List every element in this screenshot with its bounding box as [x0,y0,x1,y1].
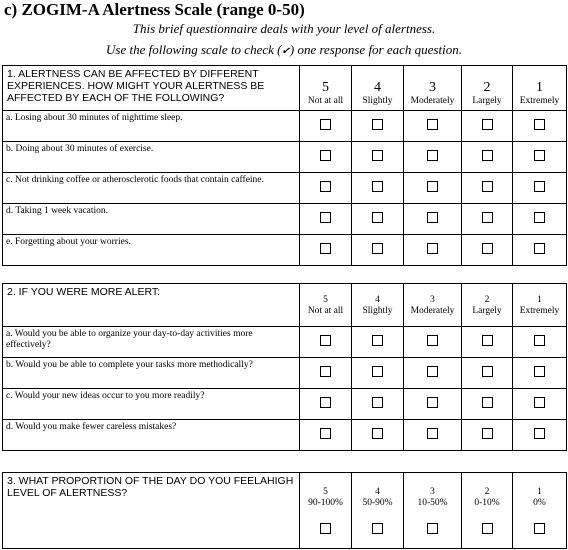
checkbox-1d-4[interactable] [372,212,383,223]
checkbox-2d-2[interactable] [482,428,493,439]
scale-option-2: 2 Largely [462,284,513,327]
scale-option-4: 4 Slightly [352,284,404,327]
checkbox-1d-3[interactable] [427,212,438,223]
checkbox-1b-4[interactable] [372,150,383,161]
table-row [3,111,567,142]
checkbox-2a-5[interactable] [320,335,331,346]
scale-option-4: 4 Slightly [352,66,404,111]
table-row [3,358,567,389]
question-1a: a. Losing about 30 minutes of nighttime sleep. [3,111,300,142]
question-1c: c. Not drinking coffee or atherosclerotic foods that contain caffeine. [3,173,300,204]
checkbox-3-3[interactable] [427,523,438,534]
intro-line-2-pre: Use the following scale to check ( [106,42,282,57]
checkbox-1a-3[interactable] [427,119,438,130]
checkbox-1a-1[interactable] [534,119,545,130]
checkbox-1b-5[interactable] [320,150,331,161]
scale-option-3: 3 Moderately [404,284,462,327]
checkbox-1c-2[interactable] [482,181,493,192]
checkbox-1c-1[interactable] [534,181,545,192]
table-row [3,389,567,420]
question-2d: d. Would you make fewer careless mistakes? [3,420,300,451]
scale-option-2: 2 0-10% [462,473,513,549]
scale-option-5: 5 90-100% [300,473,352,549]
scale-option-5: 5 Not at all [300,66,352,111]
checkbox-3-5[interactable] [320,523,331,534]
section-2-header-row [3,284,567,327]
checkbox-1b-2[interactable] [482,150,493,161]
checkbox-2c-5[interactable] [320,397,331,408]
checkbox-2d-3[interactable] [427,428,438,439]
checkbox-2b-2[interactable] [482,366,493,377]
table-row [3,327,567,358]
checkbox-1d-2[interactable] [482,212,493,223]
scale-option-1: 1 Extremely [513,284,567,327]
checkbox-2d-4[interactable] [372,428,383,439]
section-3-table [2,472,567,549]
checkbox-1a-5[interactable] [320,119,331,130]
checkbox-2a-2[interactable] [482,335,493,346]
scale-option-3: 3 Moderately [404,66,462,111]
question-1b: b. Doing about 30 minutes of exercise. [3,142,300,173]
checkbox-1e-5[interactable] [320,243,331,254]
checkbox-1c-5[interactable] [320,181,331,192]
checkbox-1e-4[interactable] [372,243,383,254]
checkbox-2d-1[interactable] [534,428,545,439]
checkbox-1d-1[interactable] [534,212,545,223]
section-3-row [3,473,567,549]
checkbox-2c-2[interactable] [482,397,493,408]
checkbox-3-4[interactable] [372,523,383,534]
intro-line-2 [0,42,568,58]
checkbox-1b-3[interactable] [427,150,438,161]
scale-option-1: 1 0% [513,473,567,549]
checkbox-2b-5[interactable] [320,366,331,377]
checkbox-2b-1[interactable] [534,366,545,377]
checkbox-3-2[interactable] [482,523,493,534]
table-row [3,173,567,204]
question-2a: a. Would you be able to organize your day-to-day activities more effectively? [3,327,300,358]
checkbox-2d-5[interactable] [320,428,331,439]
checkbox-1d-5[interactable] [320,212,331,223]
table-row [3,204,567,235]
checkbox-2b-3[interactable] [427,366,438,377]
checkbox-2b-4[interactable] [372,366,383,377]
checkbox-1b-1[interactable] [534,150,545,161]
checkbox-1e-1[interactable] [534,243,545,254]
scale-option-1: 1 Extremely [513,66,567,111]
section-1-table [2,65,567,266]
checkbox-2c-1[interactable] [534,397,545,408]
checkbox-1a-2[interactable] [482,119,493,130]
checkbox-2a-3[interactable] [427,335,438,346]
checkbox-2a-4[interactable] [372,335,383,346]
checkbox-2a-1[interactable] [534,335,545,346]
scale-option-3: 3 10-50% [404,473,462,549]
checkbox-1e-3[interactable] [427,243,438,254]
page-title: c) ZOGIM-A Alertness Scale (range 0-50) [4,0,305,19]
scale-option-4: 4 50-90% [352,473,404,549]
checkmark-icon: ✔ [281,46,290,57]
section-2-heading: 2. IF YOU WERE MORE ALERT: [3,284,300,327]
checkbox-2c-3[interactable] [427,397,438,408]
table-row [3,235,567,266]
table-row [3,142,567,173]
section-3-heading: 3. WHAT PROPORTION OF THE DAY DO YOU FEELAHIGH LEVEL OF ALERTNESS? [3,473,300,549]
checkbox-3-1[interactable] [534,523,545,534]
checkbox-1c-4[interactable] [372,181,383,192]
question-1e: e. Forgetting about your worries. [3,235,300,266]
intro-line-1: This brief questionnaire deals with your level of alertness. [132,21,436,36]
question-2b: b. Would you be able to complete your tasks more methodically? [3,358,300,389]
intro-line-2-post: ) one response for each question. [289,42,462,57]
section-1-heading: 1. ALERTNESS CAN BE AFFECTED BY DIFFERENT EXPERIENCES. HOW MIGHT YOUR ALERTNESS BE AFFECTED BY EACH OF THE FOLLOWING? [3,66,300,111]
checkbox-1c-3[interactable] [427,181,438,192]
table-row [3,420,567,451]
checkbox-1e-2[interactable] [482,243,493,254]
question-2c: c. Would your new ideas occur to you more readily? [3,389,300,420]
section-2-table [2,283,567,451]
checkbox-1a-4[interactable] [372,119,383,130]
section-1-header-row [3,66,567,111]
scale-option-5: 5 Not at all [300,284,352,327]
scale-option-2: 2 Largely [462,66,513,111]
checkbox-2c-4[interactable] [372,397,383,408]
question-1d: d. Taking 1 week vacation. [3,204,300,235]
